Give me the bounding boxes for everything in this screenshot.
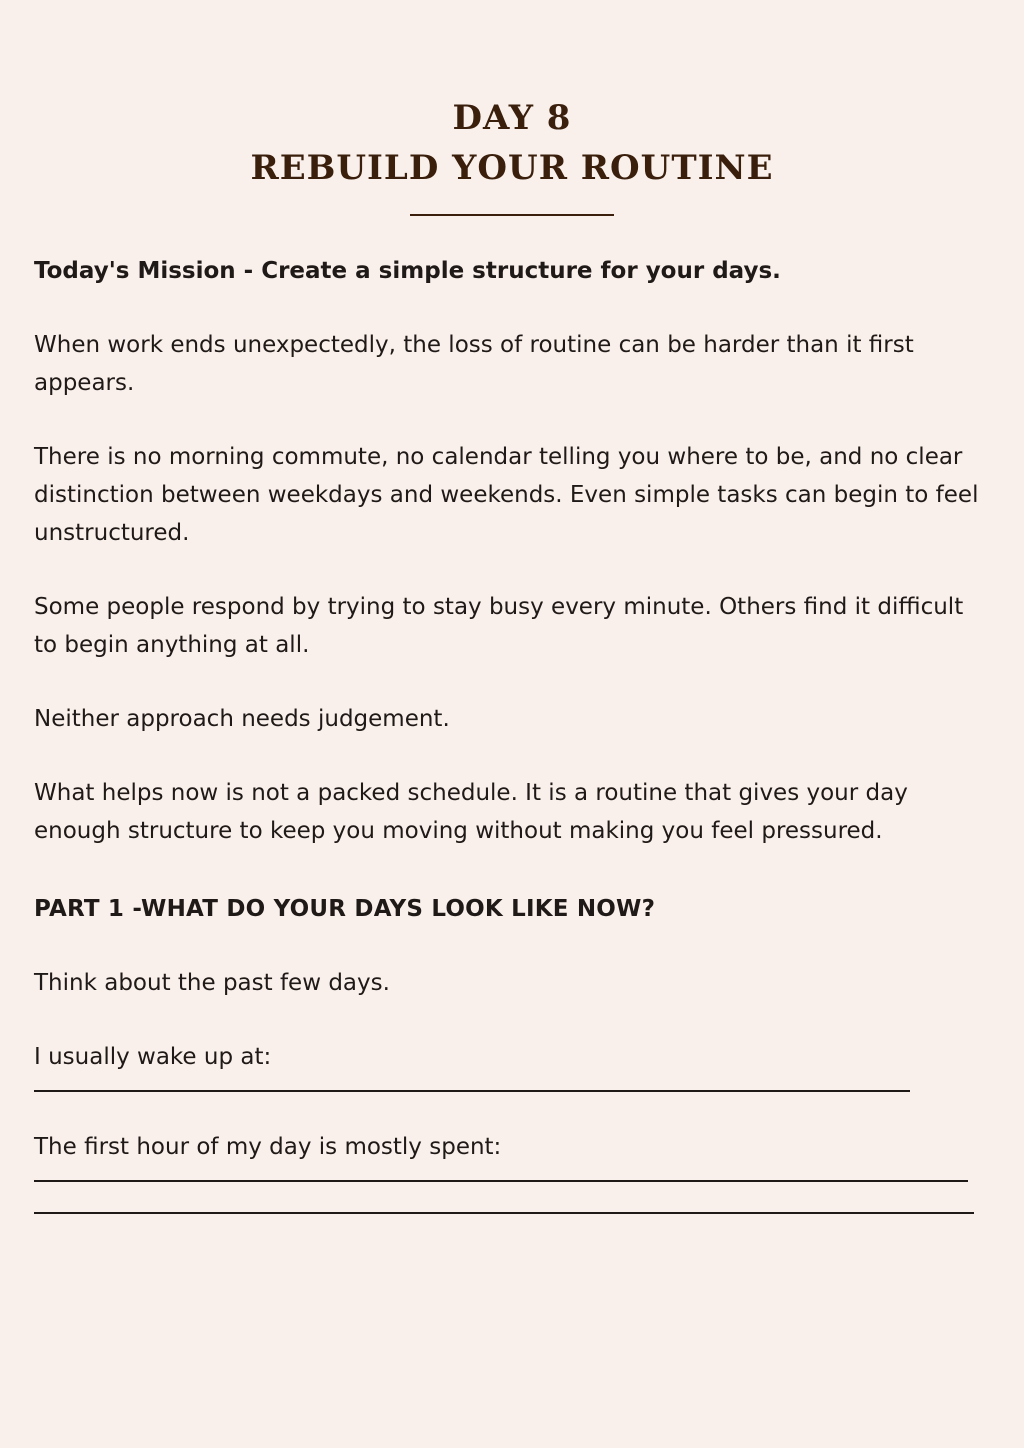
paragraph-1: When work ends unexpectedly, the loss of routine can be harder than it first appears.	[34, 332, 914, 396]
page-title: REBUILD YOUR ROUTINE	[250, 148, 774, 188]
part1-intro: Think about the past few days.	[34, 970, 390, 996]
paragraph-2: There is no morning commute, no calendar telling you where to be, and no clear distinction between weekdays and weekends. Even simple tasks can begin to feel unstructured.	[34, 444, 979, 546]
prompt-wake-up: I usually wake up at:	[34, 1044, 272, 1070]
prompt-first-hour: The first hour of my day is mostly spent:	[34, 1134, 502, 1160]
title-block	[0, 94, 1024, 192]
mission-statement: Today's Mission - Create a simple structure for your days.	[34, 258, 781, 284]
answer-line-first-hour-2[interactable]	[34, 1212, 974, 1214]
section-heading-part-1: PART 1 -WHAT DO YOUR DAYS LOOK LIKE NOW?	[34, 896, 656, 922]
title-divider	[410, 214, 614, 216]
paragraph-3: Some people respond by trying to stay busy every minute. Others find it difficult to begin anything at all.	[34, 594, 964, 658]
paragraph-5: What helps now is not a packed schedule. It is a routine that gives your day enough structure to keep you moving without making you feel pressured.	[34, 780, 908, 844]
answer-line-first-hour-1[interactable]	[34, 1180, 968, 1182]
day-label: DAY 8	[452, 98, 572, 138]
answer-line-wake-up[interactable]	[34, 1090, 910, 1092]
content	[34, 252, 989, 1214]
paragraph-4: Neither approach needs judgement.	[34, 706, 450, 732]
